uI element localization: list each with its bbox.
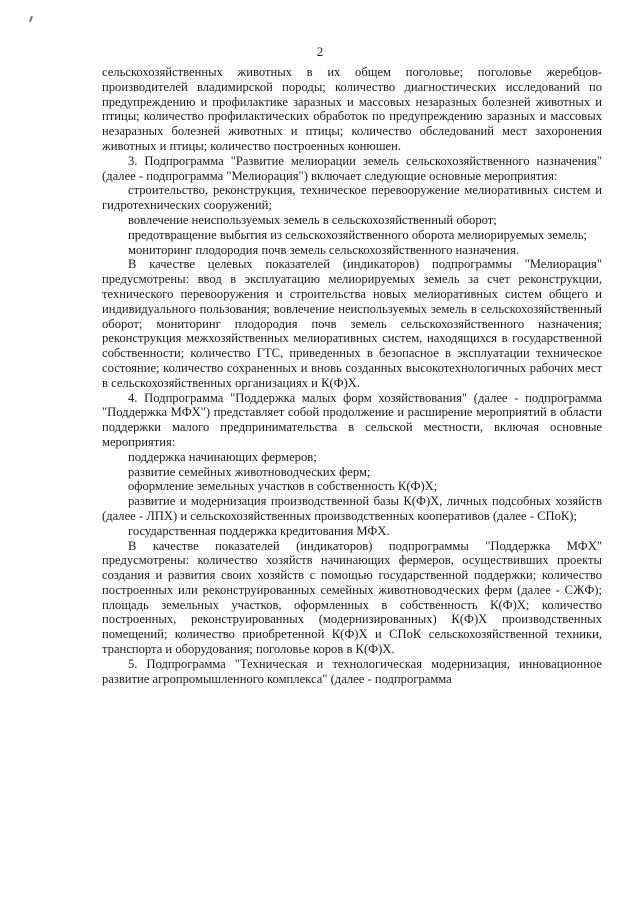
- paragraph: оформление земельных участков в собственность К(Ф)Х;: [128, 479, 438, 494]
- paragraph: 4. Подпрограмма "Поддержка малых форм хозяйствования" (далее - подпрограмма "Поддержка МФХ") представляет собой продолжение и расширение мероприятий в области поддержки малого предпринимательства в сельской местности, включая основные мероприятия:: [102, 390, 602, 449]
- paragraph: сельскохозяйственных животных в их общем поголовье; поголовье жеребцов-производителей владимирской породы; количество диагностических исследований по предупреждению и профилактике заразных и массовых незаразных болезней животных и птицы; количество профилактических обработок по предупреждению заразных и массовых незаразных болезней животных и птицы; количество обследований мест захоронения животных и птицы; количество построенных конюшен.: [102, 65, 602, 153]
- paragraph: развитие и модернизация производственной базы К(Ф)Х, личных подсобных хозяйств (далее - ЛПХ) и сельскохозяйственных производственных кооперативов (далее - СПоК);: [102, 494, 602, 523]
- paragraph: государственная поддержка кредитования МФХ.: [128, 523, 390, 538]
- paragraph: строительство, реконструкция, техническое перевооружение мелиоративных систем и гидротехнических сооружений;: [102, 183, 602, 213]
- paragraph: В качестве целевых показателей (индикаторов) подпрограммы "Мелиорация" предусмотрены: ввод в эксплуатацию мелиорируемых земель за счет реконструкции, технического перевооружения и строительства новых мелиоративных систем общего и индивидуального пользования; вовлечение неиспользуемых земель в сельскохозяйственный оборот; мониторинг плодородия почв земель сельскохозяйственного назначения; реконструкция межхозяйственных мелиоративных систем, находящихся в государственной собственности; количество ГТС, приведенных в безопасное в эксплуатации техническое состояние; количество сохраненных и вновь созданных высокотехнологичных рабочих мест в сельскохозяйственных организациях и К(Ф)Х.: [102, 257, 602, 390]
- scan-mark: [29, 16, 33, 22]
- page-number: 2: [316, 44, 324, 59]
- paragraph: 3. Подпрограмма "Развитие мелиорации земель сельскохозяйственного назначения" (далее - подпрограмма "Мелиорация") включает следующие основные мероприятия:: [102, 153, 602, 183]
- paragraph: предотвращение выбытия из сельскохозяйственного оборота мелиорируемых земель;: [128, 227, 587, 242]
- paragraph: развитие семейных животноводческих ферм;: [128, 464, 371, 479]
- paragraph: 5. Подпрограмма "Техническая и технологическая модернизация, инновационное развитие агропромышленного комплекса" (далее - подпрограмма: [102, 656, 602, 686]
- paragraph: мониторинг плодородия почв земель сельскохозяйственного назначения.: [128, 242, 520, 257]
- paragraph: поддержка начинающих фермеров;: [128, 449, 317, 464]
- document-body: [102, 65, 602, 686]
- paragraph: вовлечение неиспользуемых земель в сельскохозяйственный оборот;: [128, 212, 497, 227]
- paragraph: В качестве показателей (индикаторов) подпрограммы "Поддержка МФХ" предусмотрены: количество хозяйств начинающих фермеров, осуществивших проекты создания и развития своих хозяйств с помощью государственной поддержки; количество построенных или реконструированных семейных животноводческих ферм (далее - СЖФ); площадь земельных участков, оформленных в собственность К(Ф)Х; количество построенных, реконструированных (модернизированных) К(Ф)Х производственных помещений; количество приобретенной К(Ф)Х и СПоК сельскохозяйственной техники, транспорта и оборудования; поголовье коров в К(Ф)Х.: [102, 538, 602, 657]
